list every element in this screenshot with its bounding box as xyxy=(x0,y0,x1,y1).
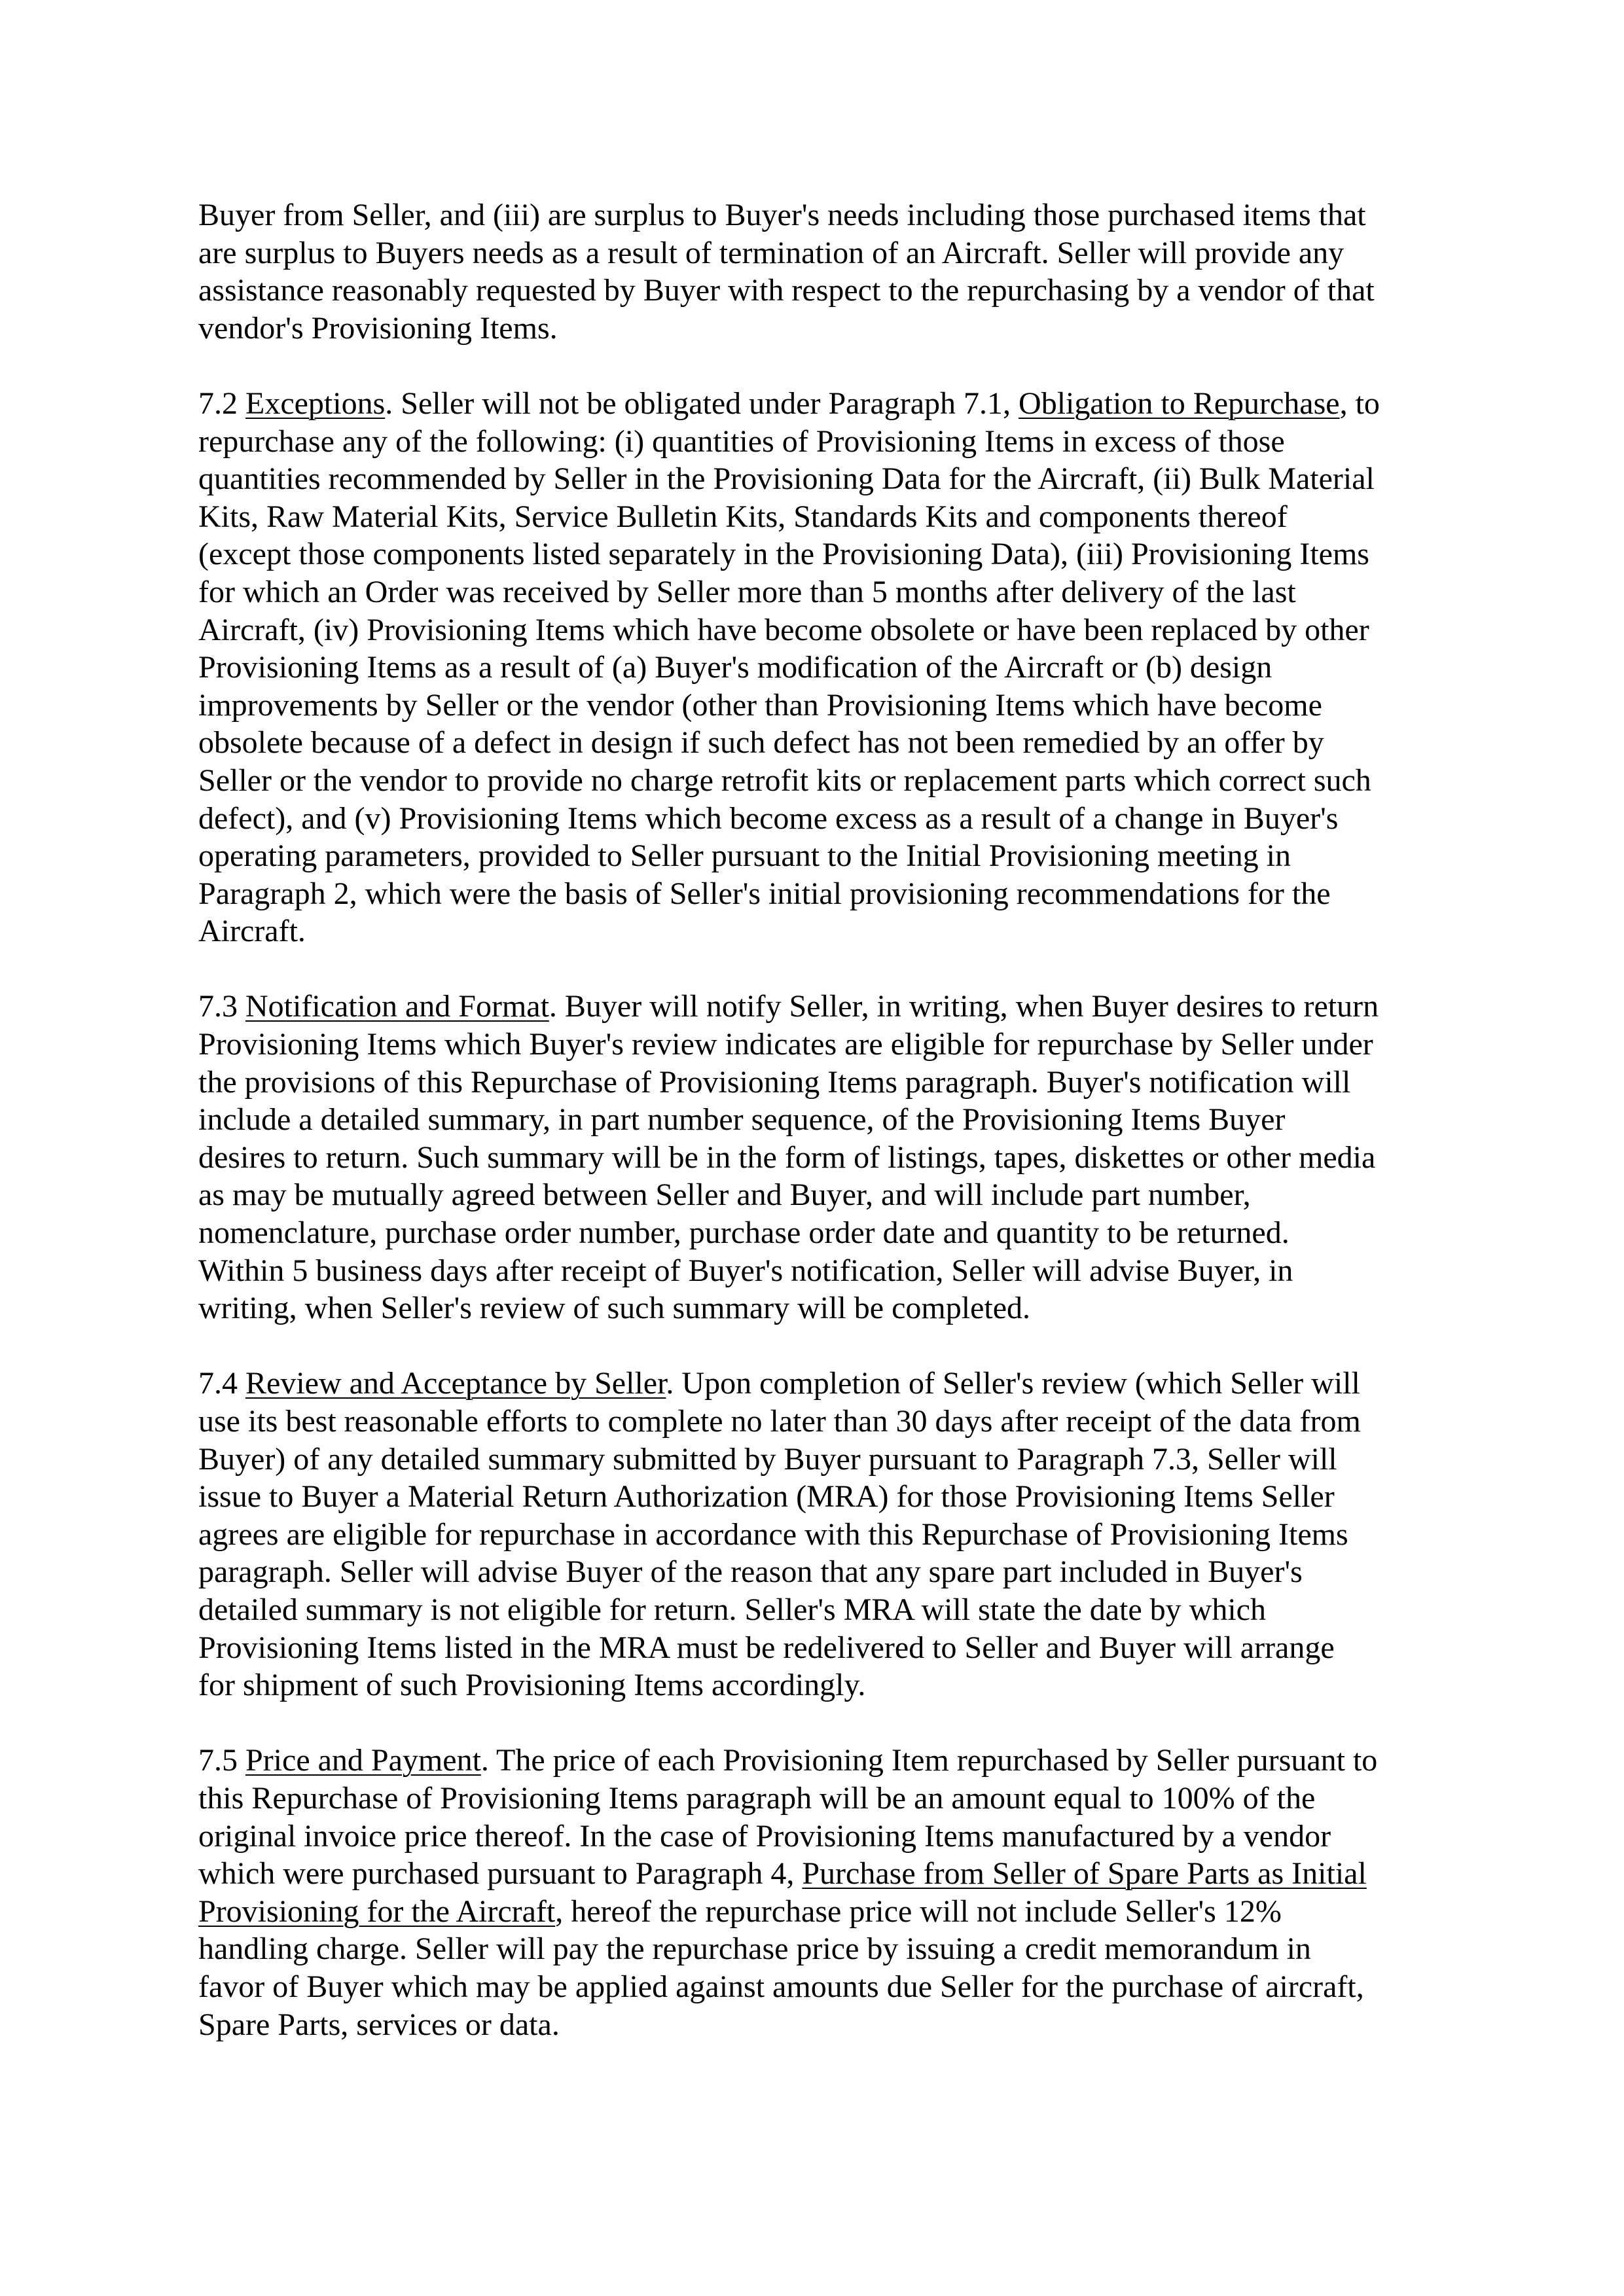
text-line: writing, when Seller's review of such summary will be completed. xyxy=(198,1291,1031,1326)
section-heading: Price and Payment xyxy=(245,1743,481,1778)
text-line: Provisioning Items which Buyer's review indicates are eligible for repurchase by Seller under xyxy=(198,1027,1373,1062)
text-line: Spare Parts, services or data. xyxy=(198,2007,560,2042)
text-line: Provisioning Items listed in the MRA must be redelivered to Seller and Buyer will arrange xyxy=(198,1630,1335,1665)
text-line: Aircraft, (iv) Provisioning Items which have become obsolete or have been replaced by other xyxy=(198,612,1369,647)
text-line: Kits, Raw Material Kits, Service Bulletin Kits, Standards Kits and components thereof xyxy=(198,499,1288,534)
text-line: nomenclature, purchase order number, purchase order date and quantity to be returned. xyxy=(198,1215,1290,1251)
text-line: Provisioning Items as a result of (a) Buyer's modification of the Aircraft or (b) design xyxy=(198,650,1272,685)
text-line: improvements by Seller or the vendor (other than Provisioning Items which have become xyxy=(198,687,1322,723)
text-line: vendor's Provisioning Items. xyxy=(198,310,558,346)
text-line: desires to return. Such summary will be in the form of listings, tapes, diskettes or other media xyxy=(198,1139,1376,1175)
text-line xyxy=(198,988,1442,1026)
text-line: operating parameters, provided to Seller pursuant to the Initial Provisioning meeting in xyxy=(198,838,1291,874)
text-line: original invoice price thereof. In the case of Provisioning Items manufactured by a vendor xyxy=(198,1818,1331,1854)
text-line: favor of Buyer which may be applied against amounts due Seller for the purchase of aircraft, xyxy=(198,1969,1364,2004)
cross-reference: Provisioning for the Aircraft xyxy=(198,1893,556,1929)
section-heading: Exceptions xyxy=(245,386,386,421)
text-line: Seller or the vendor to provide no charge retrofit kits or replacement parts which correct such xyxy=(198,762,1371,798)
section-number: 7.4 xyxy=(198,1366,245,1401)
text-run: . Seller will not be obligated under Paragraph 7.1, xyxy=(385,386,1019,421)
text-line: include a detailed summary, in part number sequence, of the Provisioning Items Buyer xyxy=(198,1102,1286,1138)
text-line: are surplus to Buyers needs as a result of termination of an Aircraft. Seller will provide any xyxy=(198,235,1344,270)
document-body xyxy=(198,196,1442,2081)
text-run: . Upon completion of Seller's review (which Seller will xyxy=(666,1366,1360,1401)
text-line: issue to Buyer a Material Return Authorization (MRA) for those Provisioning Items Seller xyxy=(198,1479,1335,1515)
text-line: the provisions of this Repurchase of Provisioning Items paragraph. Buyer's notification will xyxy=(198,1064,1351,1100)
text-line: use its best reasonable efforts to complete no later than 30 days after receipt of the data from xyxy=(198,1404,1361,1439)
section-number: 7.2 xyxy=(198,386,245,421)
text-line: agrees are eligible for repurchase in accordance with this Repurchase of Provisioning Items xyxy=(198,1516,1348,1552)
section-7-4-review-and-acceptance xyxy=(198,1365,1442,1704)
text-run: which were purchased pursuant to Paragraph 4, xyxy=(198,1856,803,1892)
section-number: 7.5 xyxy=(198,1743,245,1778)
text-line xyxy=(198,1365,1442,1403)
text-run: . The price of each Provisioning Item repurchased by Seller pursuant to xyxy=(480,1743,1378,1778)
section-heading: Notification and Format xyxy=(245,989,549,1024)
text-line: this Repurchase of Provisioning Items paragraph will be an amount equal to 100% of the xyxy=(198,1780,1316,1816)
cross-reference: Purchase from Seller of Spare Parts as Initial xyxy=(802,1856,1367,1892)
text-line xyxy=(198,1855,1442,1893)
section-heading: Review and Acceptance by Seller xyxy=(245,1366,666,1401)
section-number: 7.3 xyxy=(198,989,245,1024)
text-line: for shipment of such Provisioning Items accordingly. xyxy=(198,1668,866,1703)
cross-reference: Obligation to Repurchase xyxy=(1019,386,1340,421)
text-line: detailed summary is not eligible for return. Seller's MRA will state the date by which xyxy=(198,1592,1266,1627)
section-7-2-exceptions xyxy=(198,385,1442,950)
text-line: paragraph. Seller will advise Buyer of the reason that any spare part included in Buyer's xyxy=(198,1554,1303,1590)
text-line: assistance reasonably requested by Buyer with respect to the repurchasing by a vendor of that xyxy=(198,273,1375,308)
text-line: obsolete because of a defect in design if such defect has not been remedied by an offer by xyxy=(198,725,1324,761)
text-line: for which an Order was received by Seller more than 5 months after delivery of the last xyxy=(198,574,1296,609)
text-line xyxy=(198,1742,1442,1780)
text-line: Within 5 business days after receipt of Buyer's notification, Seller will advise Buyer, in xyxy=(198,1253,1293,1288)
text-line xyxy=(198,385,1442,423)
text-line: Buyer from Seller, and (iii) are surplus to Buyer's needs including those purchased items that xyxy=(198,198,1366,232)
text-line: quantities recommended by Seller in the Provisioning Data for the Aircraft, (ii) Bulk Material xyxy=(198,461,1375,497)
text-line: Aircraft. xyxy=(198,914,306,949)
text-line: handling charge. Seller will pay the repurchase price by issuing a credit memorandum in xyxy=(198,1931,1311,1967)
text-line: Paragraph 2, which were the basis of Seller's initial provisioning recommendations for the xyxy=(198,876,1331,911)
text-run: . Buyer will notify Seller, in writing, when Buyer desires to return xyxy=(549,989,1379,1024)
text-line: (except those components listed separately in the Provisioning Data), (iii) Provisioning Items xyxy=(198,537,1369,572)
text-line xyxy=(198,1893,1442,1931)
text-run: , to xyxy=(1339,386,1380,421)
text-run: , hereof the repurchase price will not include Seller's 12% xyxy=(555,1893,1282,1929)
text-line: repurchase any of the following: (i) quantities of Provisioning Items in excess of those xyxy=(198,423,1285,459)
paragraph-continuation xyxy=(198,196,1442,347)
text-line: Buyer) of any detailed summary submitted by Buyer pursuant to Paragraph 7.3, Seller will xyxy=(198,1441,1337,1477)
text-line: defect), and (v) Provisioning Items which become excess as a result of a change in Buyer's xyxy=(198,800,1339,836)
section-7-5-price-and-payment xyxy=(198,1742,1442,2043)
text-line: as may be mutually agreed between Seller and Buyer, and will include part number, xyxy=(198,1177,1251,1213)
section-7-3-notification-and-format xyxy=(198,988,1442,1327)
